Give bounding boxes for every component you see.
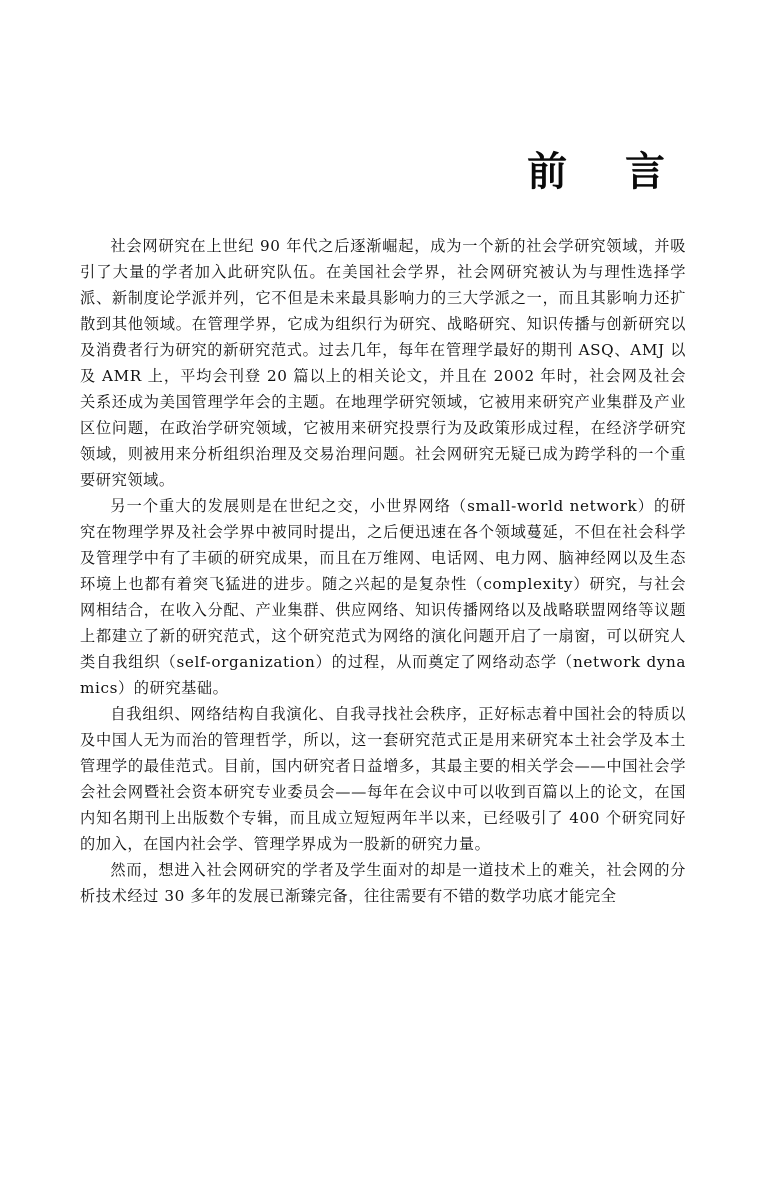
paragraph-2: 另一个重大的发展则是在世纪之交，小世界网络（small-world network）的研究在物理学界及社会学界中被同时提出，之后便迅速在各个领域蔓延，不但在社会科学及管理学中有了丰硕的研究成果，而且在万维网、电话网、电力网、脑神经网以及生态环境上也都有着突飞猛进的进步。随之兴起的是复杂性（complexity）研究，与社会网相结合，在收入分配、产业集群、供应网络、知识传播网络以及战略联盟网络等议题上都建立了新的研究范式，这个研究范式为网络的演化问题开启了一扇窗，可以研究人类自我组织（self-organization）的过程，从而奠定了网络动态学（network dynamics）的研究基础。 (80, 497, 686, 697)
paragraph-4: 然而，想进入社会网研究的学者及学生面对的却是一道技术上的难关，社会网的分析技术经过 30 多年的发展已渐臻完备，往往需要有不错的数学功底才能完全 (80, 861, 686, 905)
preface-body (80, 233, 686, 909)
page-title: 前 言 (527, 149, 687, 195)
paragraph-1: 社会网研究在上世纪 90 年代之后逐渐崛起，成为一个新的社会学研究领域，并吸引了大量的学者加入此研究队伍。在美国社会学界，社会网研究被认为与理性选择学派、新制度论学派并列，它不但是未来最具影响力的三大学派之一，而且其影响力还扩散到其他领域。在管理学界，它成为组织行为研究、战略研究、知识传播与创新研究以及消费者行为研究的新研究范式。过去几年，每年在管理学最好的期刊 ASQ、AMJ 以及 AMR 上，平均会刊登 20 篇以上的相关论文，并且在 2002 年时，社会网及社会关系还成为美国管理学年会的主题。在地理学研究领域，它被用来研究产业集群及产业区位问题，在政治学研究领域，它被用来研究投票行为及政策形成过程，在经济学研究领域，则被用来分析组织治理及交易治理问题。社会网研究无疑已成为跨学科的一个重要研究领域。 (80, 237, 686, 489)
paragraph-3: 自我组织、网络结构自我演化、自我寻找社会秩序，正好标志着中国社会的特质以及中国人无为而治的管理哲学，所以，这一套研究范式正是用来研究本土社会学及本土管理学的最佳范式。目前，国内研究者日益增多，其最主要的相关学会——中国社会学会社会网暨社会资本研究专业委员会——每年在会议中可以收到百篇以上的论文，在国内知名期刊上出版数个专辑，而且成立短短两年半以来，已经吸引了 400 个研究同好的加入，在国内社会学、管理学界成为一股新的研究力量。 (80, 705, 686, 853)
